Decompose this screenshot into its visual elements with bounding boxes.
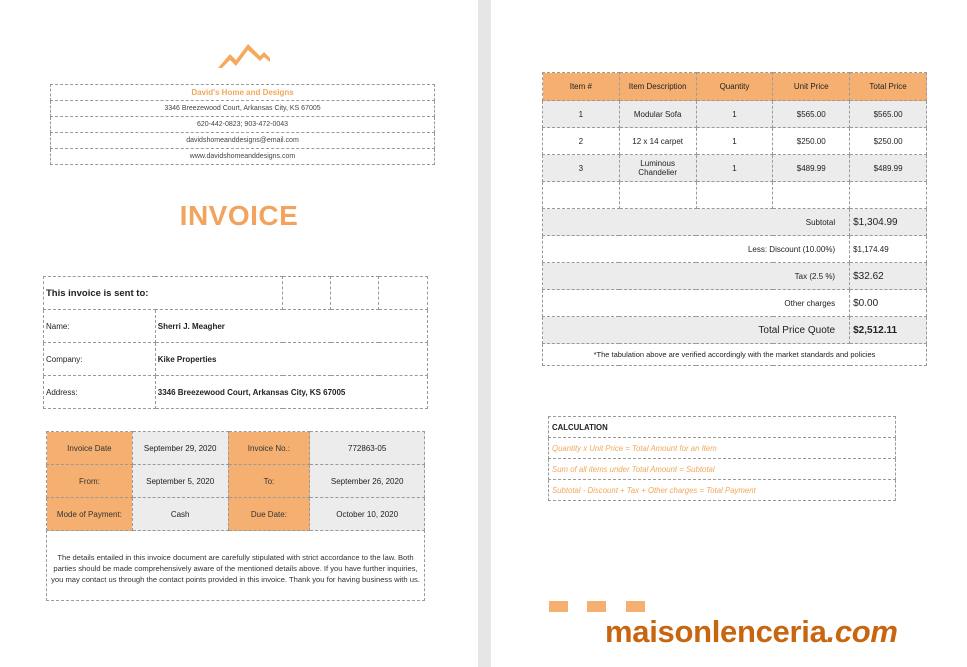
items-header-description: Item Description [619, 73, 696, 101]
empty-cell [379, 277, 428, 310]
empty-cell [696, 182, 773, 209]
item-quantity: 1 [696, 155, 773, 182]
tax-value: $32.62 [850, 263, 927, 290]
other-charges-value: $0.00 [850, 290, 927, 317]
items-header-item-no: Item # [543, 73, 620, 101]
watermark-suffix: .com [826, 614, 898, 649]
empty-cell [773, 182, 850, 209]
watermark-text: maisonlenceria [605, 614, 827, 649]
item-description: Luminous Chandelier [619, 155, 696, 182]
empty-cell [283, 277, 331, 310]
recipient-address-label: Address: [44, 376, 156, 409]
from-date: September 5, 2020 [132, 465, 228, 498]
invoice-no: 772863-05 [310, 432, 425, 465]
item-unit-price: $565.00 [773, 101, 850, 128]
company-address: 3346 Breezewood Court, Arkansas City, KS 67005 [51, 101, 435, 117]
company-info-table [50, 84, 435, 165]
item-quantity: 1 [696, 128, 773, 155]
subtotal-label: Subtotal [543, 209, 850, 236]
item-quantity: 1 [696, 101, 773, 128]
recipient-address: 3346 Breezewood Court, Arkansas City, KS 67005 [155, 376, 427, 409]
invoice-no-label: Invoice No.: [228, 432, 310, 465]
subtotal-value: $1,304.99 [850, 209, 927, 236]
other-charges-label: Other charges [543, 290, 850, 317]
table-row [543, 128, 927, 155]
items-table [542, 72, 927, 366]
invoice-date: September 29, 2020 [132, 432, 228, 465]
item-number: 1 [543, 101, 620, 128]
empty-cell [331, 277, 379, 310]
recipient-company: Kike Properties [155, 343, 427, 376]
calculation-line: Subtotal - Discount + Tax + Other charges = Total Payment [549, 480, 896, 501]
calculation-line: Quantity x Unit Price = Total Amount for an Item [549, 438, 896, 459]
item-total-price: $565.00 [850, 101, 927, 128]
empty-cell [850, 182, 927, 209]
tabulation-note: *The tabulation above are verified accordingly with the market standards and policies [543, 344, 927, 366]
empty-cell [619, 182, 696, 209]
invoice-date-label: Invoice Date [47, 432, 133, 465]
invoice-details-note: The details entailed in this invoice document are carefully stipulated with strict accordance to the law. Both parties should be made comprehensively aware of the mentioned details above. If you have further inquiries, you may contact us through the contact points provided in this invoice. Thank you for having business with us. [46, 530, 425, 601]
items-header-unit-price: Unit Price [773, 73, 850, 101]
square-icon [587, 601, 606, 612]
item-description: 12 x 14 carpet [619, 128, 696, 155]
due-date-label: Due Date: [228, 498, 310, 531]
discount-label: Less: Discount (10.00%) [543, 236, 850, 263]
company-name: David's Home and Designs [51, 85, 435, 101]
due-date: October 10, 2020 [310, 498, 425, 531]
items-header-total-price: Total Price [850, 73, 927, 101]
table-row [543, 101, 927, 128]
invoice-title: INVOICE [179, 200, 299, 231]
square-icon [549, 601, 568, 612]
watermark-brand [605, 614, 898, 650]
empty-cell [543, 182, 620, 209]
item-unit-price: $489.99 [773, 155, 850, 182]
recipient-header: This invoice is sent to: [44, 277, 283, 310]
company-phone: 620-442-0823; 903-472-0043 [51, 117, 435, 133]
recipient-name: Sherri J. Meagher [155, 310, 427, 343]
calculation-table [548, 416, 896, 501]
calculation-line: Sum of all items under Total Amount = Subtotal [549, 459, 896, 480]
item-unit-price: $250.00 [773, 128, 850, 155]
to-date: September 26, 2020 [310, 465, 425, 498]
invoice-info-table [46, 431, 425, 531]
table-row-empty [543, 182, 927, 209]
to-label: To: [228, 465, 310, 498]
square-icon [626, 601, 645, 612]
item-number: 3 [543, 155, 620, 182]
table-row [543, 155, 927, 182]
item-number: 2 [543, 128, 620, 155]
invoice-page-1 [0, 0, 478, 667]
tax-label: Tax (2.5 %) [543, 263, 850, 290]
item-total-price: $489.99 [850, 155, 927, 182]
invoice-page-2 [491, 0, 967, 667]
company-email: davidshomeanddesigns@email.com [51, 133, 435, 149]
recipient-table [43, 276, 428, 409]
total-quote-value: $2,512.11 [850, 317, 927, 344]
from-label: From: [47, 465, 133, 498]
item-description: Modular Sofa [619, 101, 696, 128]
recipient-company-label: Company: [44, 343, 156, 376]
payment-mode-label: Mode of Payment: [47, 498, 133, 531]
recipient-name-label: Name: [44, 310, 156, 343]
total-quote-label: Total Price Quote [543, 317, 850, 344]
items-header-quantity: Quantity [696, 73, 773, 101]
calculation-header: CALCULATION [549, 417, 896, 438]
mountain-logo-icon [218, 42, 270, 70]
item-total-price: $250.00 [850, 128, 927, 155]
payment-mode: Cash [132, 498, 228, 531]
company-website: www.davidshomeanddesigns.com [51, 149, 435, 165]
discount-value: $1,174.49 [850, 236, 927, 263]
